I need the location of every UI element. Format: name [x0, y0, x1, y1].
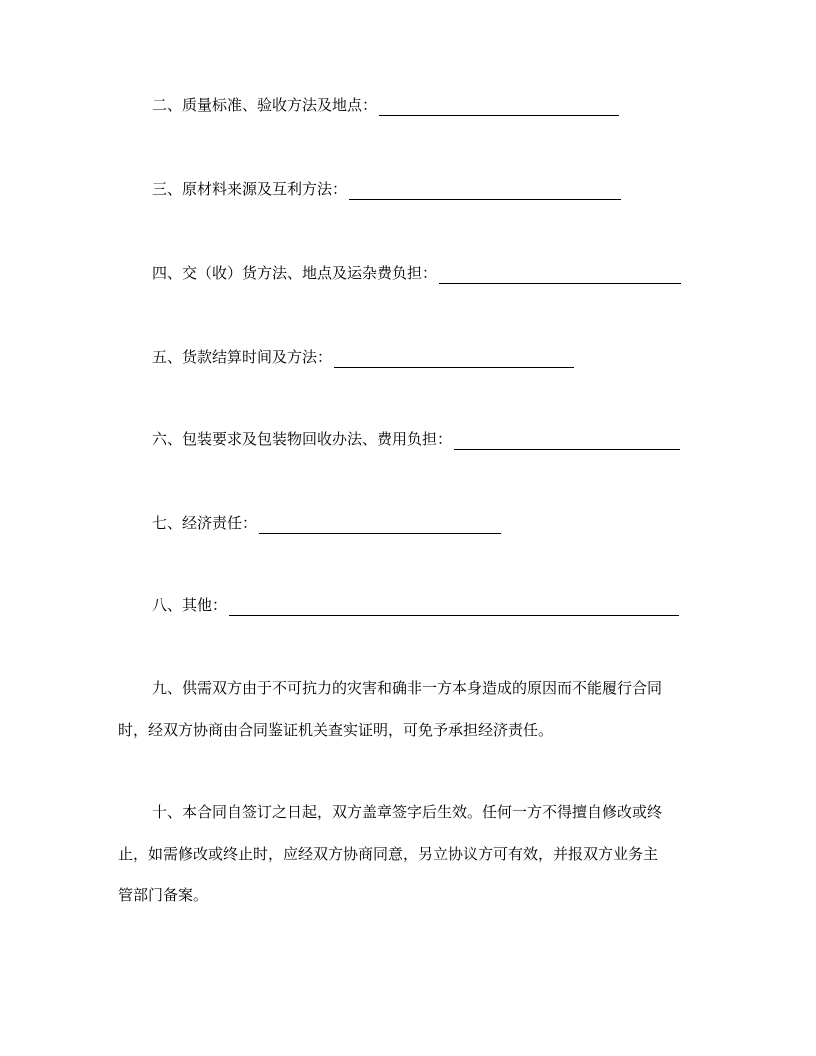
clause-3-label: 三、原材料来源及互利方法：: [152, 180, 348, 198]
clause-2-label: 二、质量标准、验收方法及地点：: [152, 96, 378, 114]
clause-8: [152, 594, 679, 616]
clause-9-line-2: 时，经双方协商由合同鉴证机关查实证明，可免予承担经济责任。: [118, 721, 554, 739]
clause-5-label: 五、货款结算时间及方法：: [152, 348, 333, 366]
clause-9-line-1: 九、供需双方由于不可抗力的灾害和确非一方本身造成的原因而不能履行合同: [152, 679, 663, 697]
clause-10-line-2: 止，如需修改或终止时，应经双方协商同意，另立协议方可有效，并报双方业务主: [118, 845, 659, 863]
clause-2: [152, 94, 619, 116]
clause-7-label: 七、经济责任：: [152, 514, 258, 532]
clause-6-blank[interactable]: [454, 433, 680, 450]
clause-6-label: 六、包装要求及包装物回收办法、费用负担：: [152, 430, 453, 448]
clause-10-line-1: 十、本合同自签订之日起，双方盖章签字后生效。任何一方不得擅自修改或终: [152, 803, 663, 821]
clause-4-blank[interactable]: [439, 267, 681, 284]
clause-3-blank[interactable]: [349, 183, 621, 200]
clause-3: [152, 178, 621, 200]
clause-2-blank[interactable]: [379, 99, 619, 116]
clause-10-line-3: 管部门备案。: [118, 886, 209, 904]
clause-4-label: 四、交（收）货方法、地点及运杂费负担：: [152, 264, 438, 282]
clause-8-label: 八、其他：: [152, 596, 228, 614]
clause-7-blank[interactable]: [259, 517, 501, 534]
clause-7: [152, 512, 501, 534]
clause-5: [152, 346, 574, 368]
clause-5-blank[interactable]: [334, 351, 574, 368]
clause-8-blank[interactable]: [229, 599, 679, 616]
clause-6: [152, 428, 680, 450]
clause-4: [152, 262, 681, 284]
